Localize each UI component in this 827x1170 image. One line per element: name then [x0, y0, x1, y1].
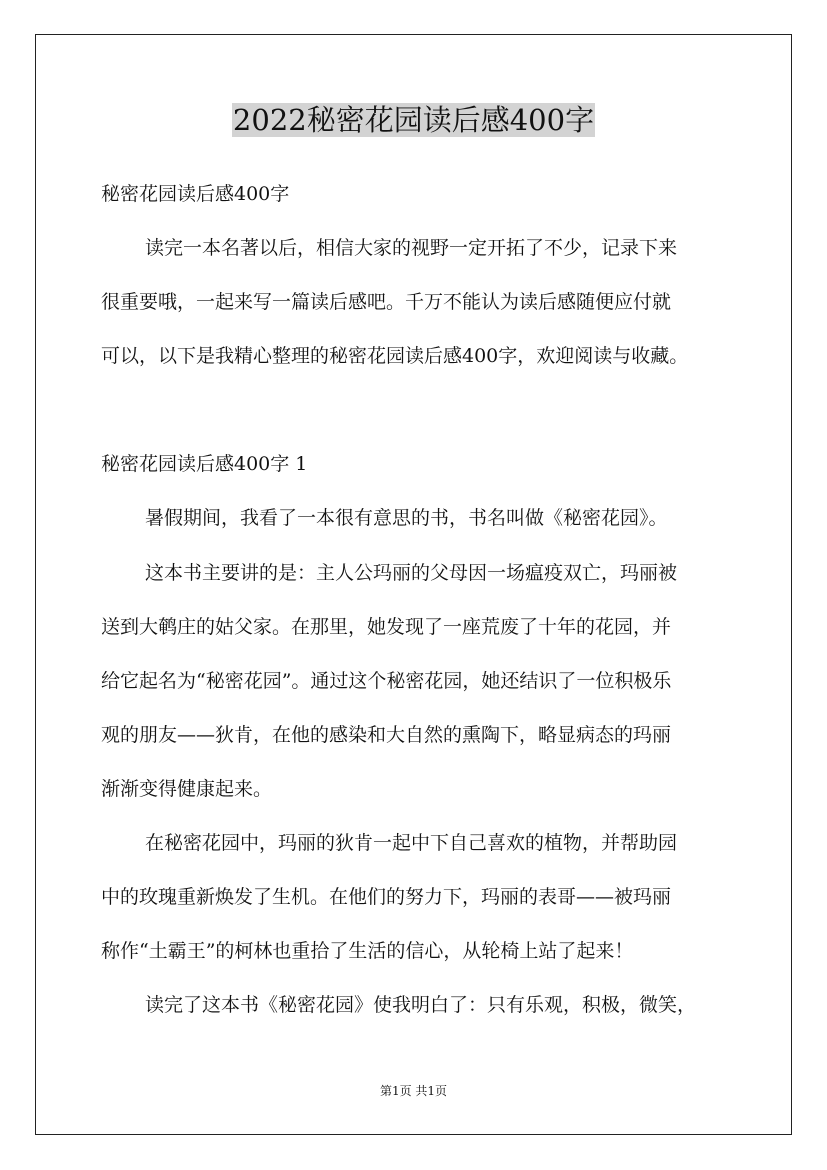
document-subtitle: 秘密花园读后感400字: [101, 183, 290, 205]
page-number: 第1页 共1页: [379, 1084, 448, 1098]
page-footer: [0, 1083, 827, 1099]
intro-line-3: 可以，以下是我精心整理的秘密花园读后感400字，欢迎阅读与收藏。: [101, 345, 689, 367]
body-line-10: 读完了这本书《秘密花园》使我明白了：只有乐观，积极，微笑，: [145, 994, 697, 1016]
document-title-text: 2022秘密花园读后感400字: [232, 103, 595, 137]
body-line-1: 暑假期间，我看了一本很有意思的书，书名叫做《秘密花园》。: [145, 507, 668, 529]
body-line-4: 给它起名为“秘密花园”。通过这个秘密花园，她还结识了一位积极乐: [101, 670, 672, 692]
body-line-6: 渐渐变得健康起来。: [101, 778, 273, 800]
body-line-3: 送到大鹌庄的姑父家。在那里，她发现了一座荒废了十年的花园，并: [101, 616, 672, 638]
body-line-9: 称作“土霸王”的柯林也重拾了生活的信心，从轮椅上站了起来！: [101, 940, 634, 962]
body-line-8: 中的玫瑰重新焕发了生机。在他们的努力下，玛丽的表哥——被玛丽: [101, 886, 672, 908]
intro-line-2: 很重要哦，一起来写一篇读后感吧。千万不能认为读后感随便应付就: [101, 291, 672, 313]
section-heading: 秘密花园读后感400字 1: [101, 453, 308, 475]
body-line-7: 在秘密花园中，玛丽的狄肯一起中下自己喜欢的植物，并帮助园: [145, 832, 678, 854]
document-title: [0, 98, 827, 142]
body-line-2: 这本书主要讲的是：主人公玛丽的父母因一场瘟疫双亡，玛丽被: [145, 562, 678, 584]
intro-line-1: 读完一本名著以后，相信大家的视野一定开拓了不少，记录下来: [145, 237, 678, 259]
body-line-5: 观的朋友——狄肯，在他的感染和大自然的熏陶下，略显病态的玛丽: [101, 724, 672, 746]
